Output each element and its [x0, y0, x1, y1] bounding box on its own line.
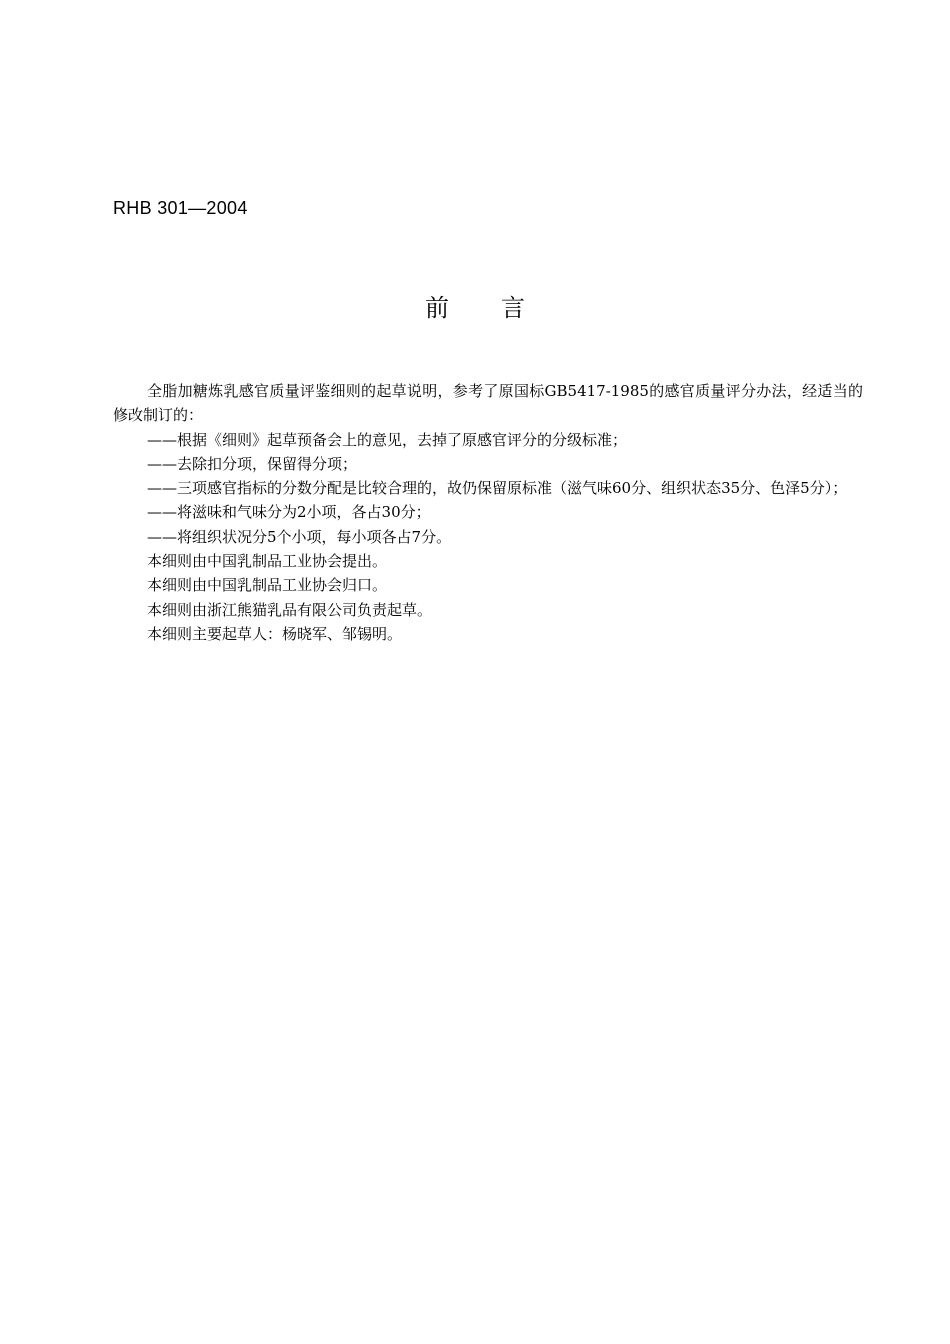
paragraph-statement: 本细则由中国乳制品工业协会归口。: [147, 576, 388, 595]
standard-code: RHB 301—2004: [113, 198, 248, 218]
paragraph-item: ——将组织状况分5个小项，每小项各占7分。: [147, 527, 452, 546]
paragraph-statement: 本细则主要起草人：杨晓军、邹锡明。: [147, 624, 403, 643]
paragraph-item: ——三项感官指标的分数分配是比较合理的，故仍保留原标准（滋气味60分、组织状态35分、色泽5分）；: [147, 479, 848, 498]
paragraph-intro: 全脂加糖炼乳感官质量评鉴细则的起草说明，参考了原国标GB5417-1985的感官质量评分办法，经适当的修改制订的：: [113, 382, 863, 425]
title-char-2: 言: [501, 294, 525, 322]
preface-body: [113, 379, 863, 646]
paragraph-statement: 本细则由浙江熊猫乳品有限公司负责起草。: [147, 600, 433, 619]
title-char-1: 前: [425, 294, 449, 322]
paragraph-item: ——将滋味和气味分为2小项，各占30分；: [147, 503, 431, 522]
page-title: [0, 292, 950, 324]
paragraph-statement: 本细则由中国乳制品工业协会提出。: [147, 552, 388, 571]
paragraph-item: ——去除扣分项，保留得分项；: [147, 454, 358, 473]
paragraph-item: ——根据《细则》起草预备会上的意见，去掉了原感官评分的分级标准；: [147, 430, 628, 449]
